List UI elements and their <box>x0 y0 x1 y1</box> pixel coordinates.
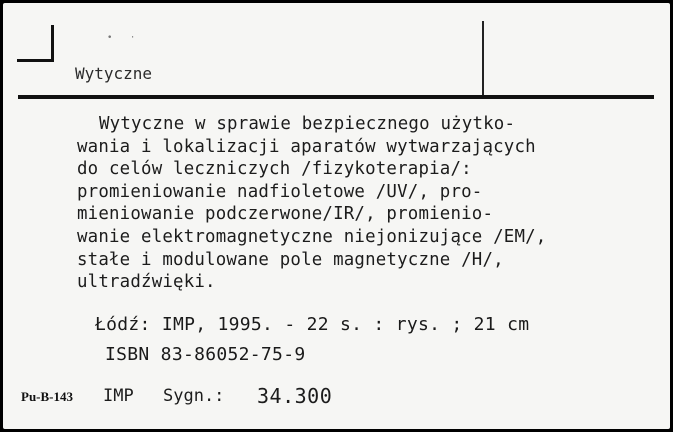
description-block <box>77 113 546 294</box>
institute-mark: IMP <box>103 386 134 406</box>
horizontal-rule <box>18 95 654 99</box>
description-line: ultradźwięki. <box>77 272 216 293</box>
vertical-divider <box>482 21 484 97</box>
description-line: mieniowanie podczerwone/IR/, promienio- <box>77 204 494 225</box>
description-line: wania i lokalizacji aparatów wytwarzających <box>77 136 536 157</box>
description-line: wanie elektromagnetyczne niejonizujące /EM/, <box>77 226 547 247</box>
corner-mark-horizontal <box>17 59 54 62</box>
catalog-card <box>3 3 670 429</box>
description-line: promieniowanie nadfioletowe /UV/, pro- <box>77 181 483 202</box>
publication-line: Łódź: IMP, 1995. - 22 s. : rys. ; 21 cm <box>95 314 530 335</box>
corner-mark-vertical <box>51 25 54 61</box>
description-line: do celów leczniczych /fizykoterapia/: <box>77 159 472 180</box>
ink-specks: • · <box>107 33 142 43</box>
signature-label: Sygn.: <box>163 386 225 406</box>
signature-code: Pu-B-143 <box>21 389 73 404</box>
isbn-line: ISBN 83-86052-75-9 <box>105 344 306 365</box>
heading-word: Wytyczne <box>75 64 153 83</box>
description-line: stałe i modulowane pole magnetyczne /H/, <box>77 249 504 270</box>
signature-number: 34.300 <box>257 384 333 408</box>
description-line: Wytyczne w sprawie bezpiecznego użytko- <box>99 114 516 134</box>
